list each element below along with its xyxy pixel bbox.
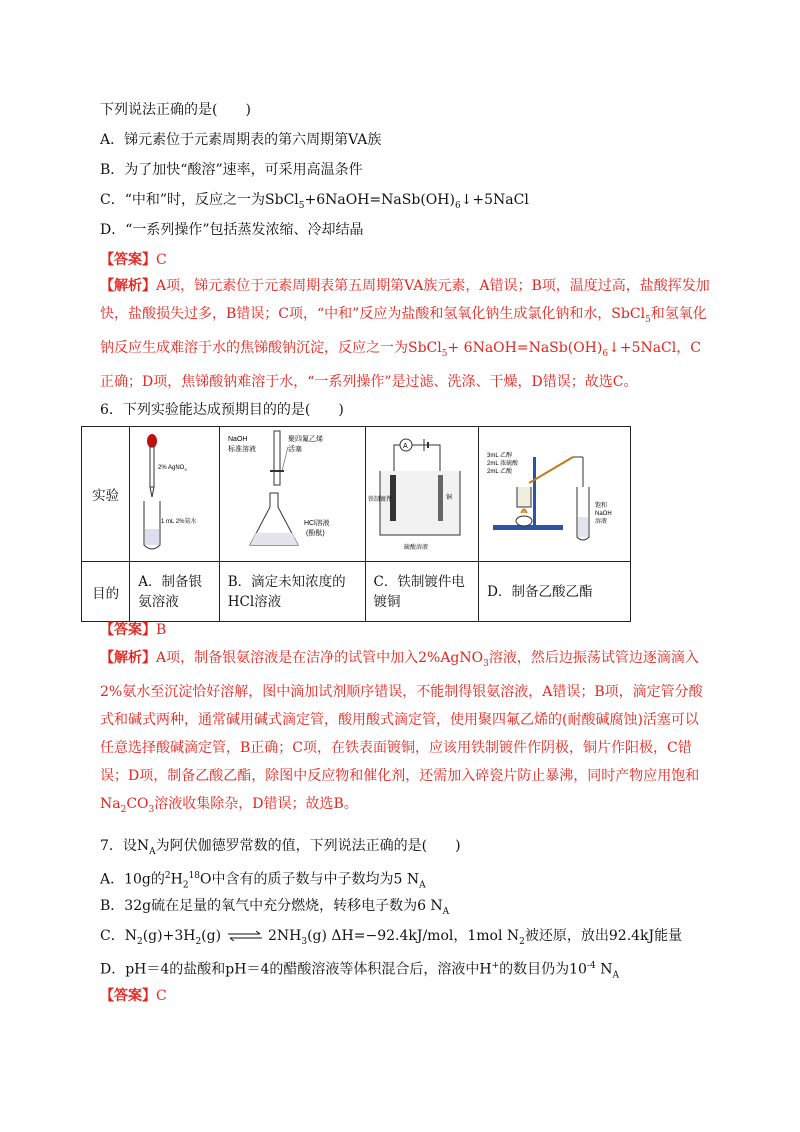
label-agno3: 2% AgNO$_3$ [158,465,187,472]
label-standard-solution: 标准溶液 [227,446,256,453]
label-naoh-d: NaOH [595,511,612,517]
label-phenolphthalein: (酚酞) [305,530,325,537]
q6-answer-label: 【答案】 [100,622,156,638]
wire-left [394,445,400,475]
label-saturated: 饱和 [595,503,608,509]
purpose-c-line2: 镀铜 [373,593,401,610]
q5-analysis-text-4: ↓+5NaCl，C正确；D项，焦锑酸钠难溶于水，“一系列操作”是过滤、洗涤、干燥，D错误；故选C。 [100,339,701,390]
purpose-d-line1: D．制备乙酸乙酯 [487,583,593,600]
purpose-c-line1: C．铁制镀件电 [373,573,465,590]
q6-answer [100,620,166,640]
q5-answer [100,250,167,270]
row-label-experiment: 实验 [82,427,130,562]
apparatus-d [479,427,631,562]
q6-analysis-text-2: 溶液，然后边振荡试管边逐滴滴入2%氨水至沉淀恰好溶解，图中滴加试剂顺序错误，不能制得银氨溶液，A错误；B项，滴定管分酸式和碱式两种，通常碱用碱式滴定管，酸用酸式滴定管，使用聚四氟乙烯的(耐酸碱腐蚀)活塞可以任意选择酸碱滴定管，B正确；C项，在铁表面镀铜，应该用铁制镀件作阴极，铜片作阳极，C错误；D项，制备乙酸乙酯，除图中反应物和催化剂，还需加入碎瓷片防止暴沸，同时产物应用饱和Na [100,650,703,812]
q5-option-a: A．锑元素位于元素周期表的第六周期第VA族 [100,132,382,148]
q6-analysis-label: 【解析】 [100,650,156,666]
q5-answer-value: C [156,252,167,268]
q7-option-c-6: 被还原，放出92.4kJ能量 [524,928,683,944]
q7-answer [100,986,167,1006]
purpose-b [219,562,365,622]
flask-liquid [250,533,298,545]
reversible-arrow-icon [226,931,264,941]
titration-apparatus-figure [220,427,364,557]
label-ethanol: 3mL 乙醇 [487,453,513,459]
purpose-b-line2: HCl溶液 [227,593,282,610]
label-solution-d: 溶液 [595,519,608,525]
q6-analysis-text-3: CO [126,795,149,812]
q7-stem-2: 为阿伏伽德罗常数的值，下列说法正确的是( ) [155,838,461,854]
dropper-bulb [147,434,157,448]
label-conc-sulfuric: 2mL 浓硫酸 [487,461,519,467]
q7-option-c-5: (g) ΔH=−92.4kJ/mol，1mol N [307,928,520,944]
purpose-a [130,562,219,622]
q7-option-c-4: 2NH [267,928,302,944]
q5-analysis-text-2: 和氢氧化钠反应生成难溶于水的焦锑酸钠沉淀，反应之一为SbCl [100,306,707,356]
q7-option-d-3: N [600,961,613,978]
apparatus-a [130,427,219,562]
silver-ammonia-apparatus-figure [130,427,218,557]
purpose-b-line1: B．滴定未知浓度的 [227,573,346,590]
q7-option-c-2: (g)+3H [142,928,196,944]
label-copper: 铜 [445,495,452,501]
label-sulfuric-acid: 硫酸溶液 [403,545,428,551]
burette [274,431,280,485]
reaction-tube [517,487,531,507]
label-ptfe: 聚四氟乙烯 [287,436,323,443]
label-naoh: NaOH [227,436,248,443]
stopcock-leader [282,447,288,471]
wire-right [412,445,440,475]
q7-stem-sub: A [149,846,156,857]
stand-rod [533,457,536,527]
receiving-liquid [578,517,588,537]
row-label-purpose: 目的 [82,562,130,622]
q7-option-b: B．32g硫在足量的氧气中充分燃烧，转移电子数为6 $N_A$ [100,898,450,917]
ester-apparatus-figure [479,427,629,557]
q7-option-d-1: D．pH＝4的盐酸和pH＝4的醋酸溶液等体积混合后，溶液中H [100,961,492,978]
purpose-a-line1: A．制备银 [138,573,202,590]
label-stopcock: 活塞 [287,446,302,453]
q7-option-b-1: B．32g硫在足量的氧气中充分燃烧，转移电子数为6 N [100,898,443,914]
q7-answer-label: 【答案】 [100,988,156,1004]
q6-answer-value: B [156,622,167,638]
q5-analysis-text-1: A项，锑元素位于元素周期表第五周期第VA族元素，A错误；B项，温度过高，盐酸挥发加快，盐酸损失过多，B错误；C项，“中和”反应为盐酸和氢氧化钠生成氯化钠和水，SbCl [100,278,710,322]
q5-option-c: C．“中和”时，反应之一为$SbCl_5+6NaOH=NaSb(OH)_6↓+5NaCl$ [100,192,529,211]
q6-stem: 6．下列实验能达成预期目的的是( ) [100,402,344,418]
apparatus-c [365,427,479,562]
copper-anode [438,475,443,521]
q7-answer-value: C [156,988,167,1004]
q7-option-c: C．$N_2(g)+3H_2(g)$ $2NH_3(g)$ ΔH=−92.4kJ/mol，1mol $N_2$被还原，放出92.4kJ能量 [100,928,683,947]
q7-option-d: D．pH＝4的盐酸和pH＝4的醋酸溶液等体积混合后，溶液中H+的数目仍为$10^{-4}$ $N_A$ [100,961,619,981]
q7-option-c-3: (g) [201,928,222,944]
q6-experiment-table [81,426,631,622]
purpose-d [479,562,631,622]
q5-option-c-prefix: C．“中和”时，反应之一为SbCl [100,192,299,208]
q7-stem-1: 7．设N [100,838,150,854]
q5-analysis-label: 【解析】 [100,278,156,294]
purpose-a-line2: 氨溶液 [138,593,179,610]
test-tube-liquid [145,529,159,545]
q7-option-c-1: C．N [100,928,137,944]
q6-analysis-text-4: 溶液收集除杂，D错误；故选B。 [154,795,358,812]
label-acetic-acid: 2mL 乙酸 [487,469,513,475]
q5-option-c-mid: +6NaOH=NaSb(OH) [304,192,455,208]
purpose-c [365,562,479,622]
apparatus-b [219,427,365,562]
dropper-tip [150,487,154,497]
q7-stem [100,836,461,862]
q5-analysis-text-3: + 6NaOH=NaSb(OH) [447,339,603,356]
lamp-flame [521,509,527,513]
q5-stem: 下列说法正确的是( ) [100,102,251,118]
q7-option-d-2: 的数目仍为10 [499,961,587,978]
electroplating-apparatus-figure [366,427,478,557]
q5-option-d: D．“一系列操作”包括蒸发浓缩、冷却结晶 [100,222,364,238]
label-ammonia: 1 mL 2%氨水 [161,519,197,525]
q7-option-a-1: A．10g的 [100,871,165,888]
q5-option-c-suffix: ↓+5NaCl [460,192,529,208]
label-iron-plated-part: 铁制镀件 [367,497,392,503]
q6-analysis-text-1: A项，制备银氨溶液是在洁净的试管中加入2%AgNO [156,650,484,666]
ammeter-label: A [402,443,408,450]
q5-answer-label: 【答案】 [100,252,156,268]
dropper-tube [150,447,154,487]
spirit-lamp [516,516,532,526]
label-hcl-solution: HCl溶液 [303,520,330,527]
q7-option-a: A．10g的$^2H_2^{18}O$中含有的质子数与中子数均为5 $N_A$ [100,871,426,891]
q7-option-a-2: O中含有的质子数与中子数均为5 N [200,871,420,888]
q6-analysis: 【解析】A项，制备银氨溶液是在洁净的试管中加入2%AgNO$_3$溶液，然后边振荡试管边逐滴滴入2%氨水至沉淀恰好溶解，图中滴加试剂顺序错误，不能制得银氨溶液，A错误；B项，滴定管分酸式和碱式两种，通常碱用碱式滴定管，酸用酸式滴定管，使用聚四氟乙烯的(耐酸碱腐蚀)活塞可以任意选择酸碱滴定管，B正确；C项，在铁表面镀铜，应该用铁制镀件作阴极，铜片作阳极，C错误；D项，制备乙酸乙酯，除图中反应物和催化剂，还需加入碎瓷片防止暴沸，同时产物应用饱和$Na_2CO_3$溶液收集除杂，D错误；故选B。 [100,650,703,815]
q5-option-b: B．为了加快“酸溶”速率，可采用高温条件 [100,162,363,178]
q5-analysis: 【解析】A项，锑元素位于元素周期表第五周期第VA族元素，A错误；B项，温度过高，盐酸挥发加快，盐酸损失过多，B错误；C项，“中和”反应为盐酸和氢氧化钠生成氯化钠和水，SbCl$_5$和氢氧化钠反应生成难溶于水的焦锑酸钠沉淀，反应之一为SbCl$_5$+ $6NaOH=NaSb(OH)_6↓+5NaCl$，C正确；D项，焦锑酸钠难溶于水，“一系列操作”是过滤、洗涤、干燥，D错误；故选C。 [100,278,710,390]
